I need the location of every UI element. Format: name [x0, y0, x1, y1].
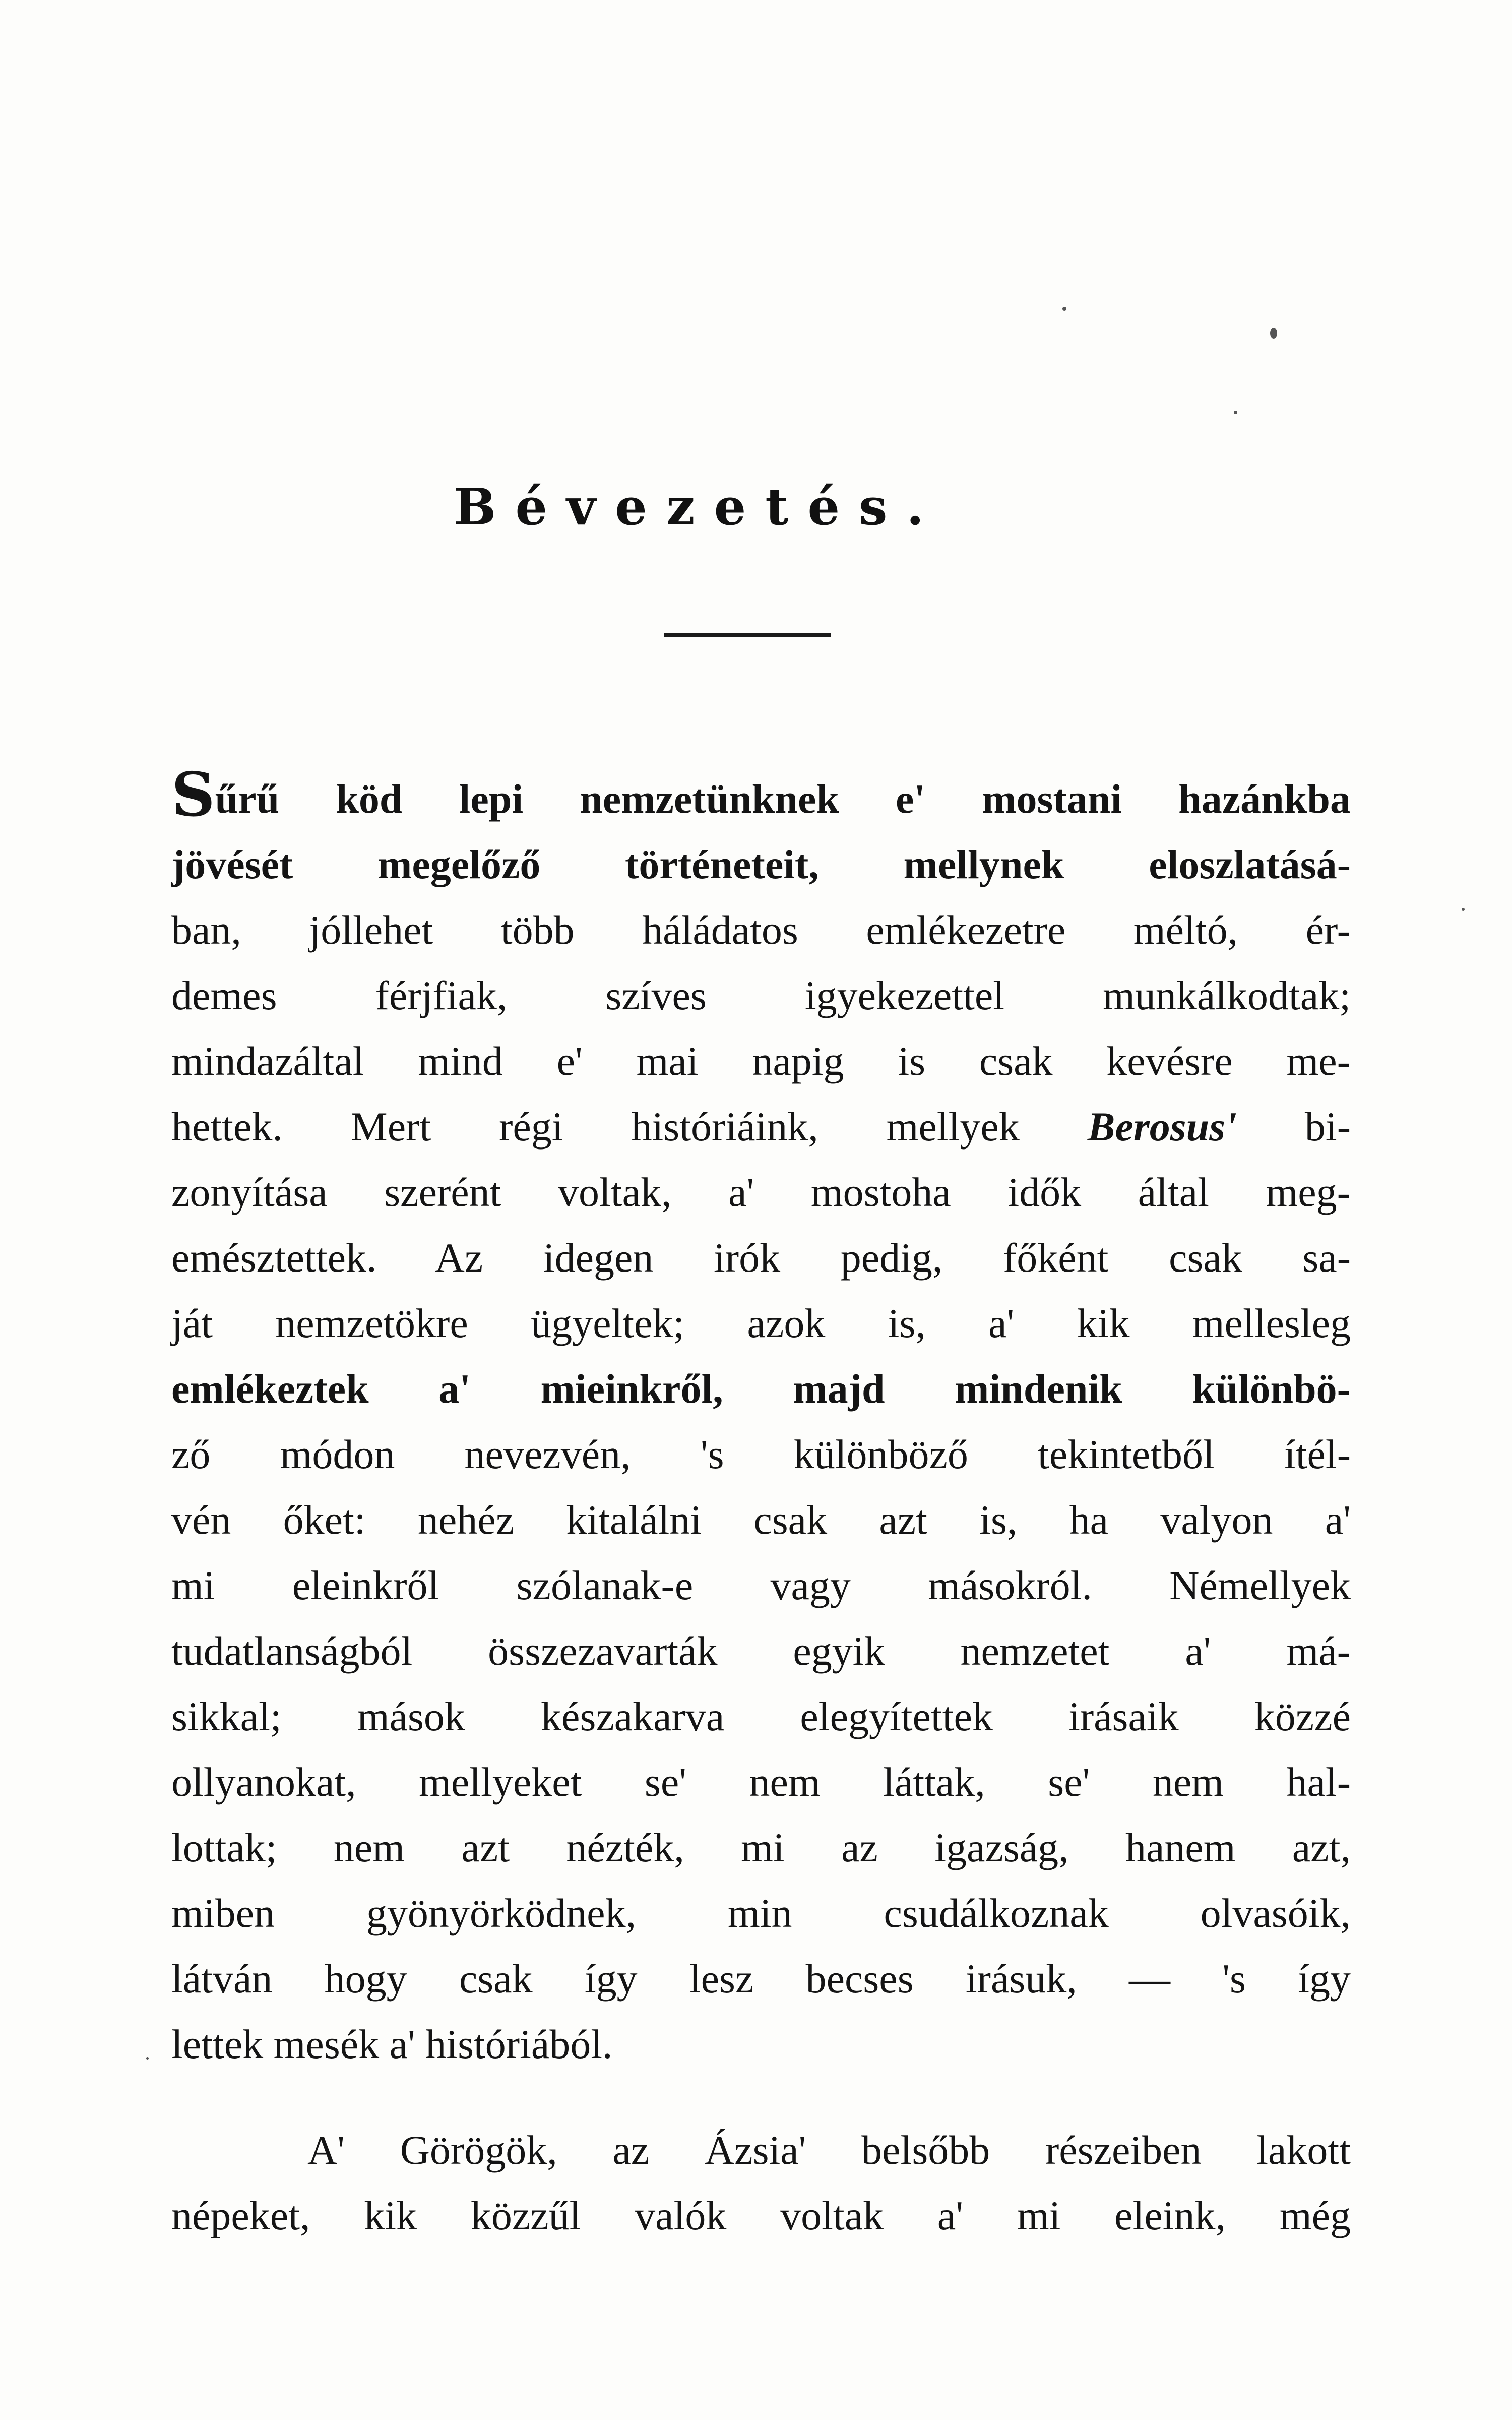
- text-line: lottak; nem azt nézték, mi az igazság, hanem azt,: [171, 1825, 1351, 1870]
- text-line: lettek mesék a' históriából.: [171, 2021, 613, 2067]
- text-line: emésztettek. Az idegen irók pedig, főként csak sa-: [171, 1235, 1351, 1281]
- text-line: vén őket: nehéz kitalálni csak azt is, ha valyon a': [171, 1497, 1351, 1543]
- text-line: Sűrű köd lepi nemzetünknek e' mostani hazánkba: [171, 759, 1351, 830]
- text-line: miben gyönyörködnek, min csudálkoznak olvasóik,: [171, 1890, 1351, 1936]
- paper-speck: [1270, 328, 1277, 339]
- text-line: zonyítása szerént voltak, a' mostoha idők által meg-: [171, 1169, 1351, 1215]
- paragraph-2: [171, 2118, 1351, 2249]
- paper-speck: [146, 2057, 149, 2060]
- paper-speck: [1234, 411, 1237, 414]
- text-line: ző módon nevezvén, 's különböző tekintetből ítél-: [171, 1431, 1351, 1477]
- text-line: népeket, kik közzűl valók voltak a' mi eleink, még: [171, 2193, 1351, 2238]
- text-line: ollyanokat, mellyeket se' nem láttak, se' nem hal-: [171, 1759, 1351, 1805]
- name-berosus: Berosus': [1087, 1104, 1237, 1150]
- text-line: hettek. Mert régi históriáink, mellyek Berosus' bi-: [171, 1104, 1351, 1150]
- title-divider: [664, 633, 831, 637]
- text-line: emlékeztek a' mieinkről, majd mindenik különbö-: [171, 1366, 1351, 1412]
- text-line: ját nemzetökre ügyeltek; azok is, a' kik mellesleg: [171, 1300, 1351, 1346]
- text-line: jövését megelőző történeteit, mellynek eloszlatásá-: [171, 841, 1351, 887]
- paper-speck: [1462, 908, 1465, 911]
- chapter-title: Bévezetés.: [454, 477, 943, 536]
- text-line: mindazáltal mind e' mai napig is csak kevésre me-: [171, 1038, 1351, 1084]
- text-line: ban, jóllehet több háládatos emlékezetre méltó, ér-: [171, 907, 1351, 953]
- text-line: mi eleinkről szólanak-e vagy másokról. Némellyek: [171, 1562, 1351, 1608]
- drop-cap: S: [171, 759, 215, 830]
- paragraph-1: [171, 759, 1351, 2077]
- text-line: demes férjfiak, szíves igyekezettel munkálkodtak;: [171, 973, 1351, 1018]
- text-line: tudatlanságból összezavarták egyik nemzetet a' má-: [171, 1628, 1351, 1674]
- text-line: látván hogy csak így lesz becses irásuk, — 's így: [171, 1956, 1351, 2002]
- paper-speck: [1062, 307, 1066, 311]
- text-line: A' Görögök, az Ázsia' belsőbb részeiben lakott: [307, 2127, 1351, 2173]
- text-line: sikkal; mások készakarva elegyítettek irásaik közzé: [171, 1693, 1351, 1739]
